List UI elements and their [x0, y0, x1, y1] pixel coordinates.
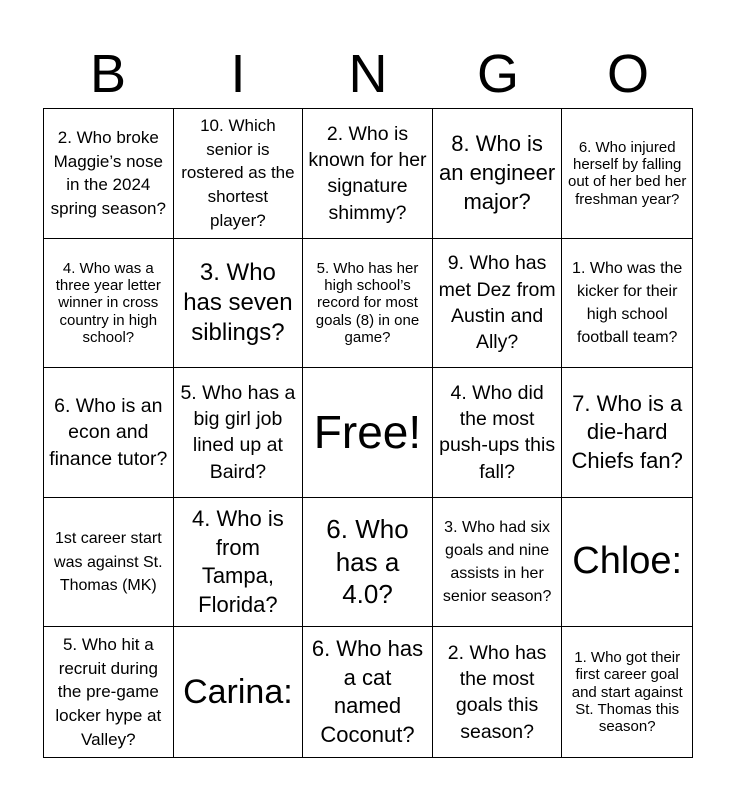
bingo-cell-r2c1: 4. Who was a three year letter winner in cross country in high school?: [44, 239, 174, 369]
bingo-cell-r1c1: 2. Who broke Maggie’s nose in the 2024 spring season?: [44, 109, 174, 239]
bingo-cell-r4c3: 6. Who has a 4.0?: [303, 498, 433, 628]
bingo-cell-chloe: Chloe:: [562, 498, 692, 628]
bingo-header: [43, 40, 693, 108]
header-letter-g: G: [476, 44, 519, 104]
bingo-cell-r1c4: 8. Who is an engineer major?: [433, 109, 563, 239]
bingo-cell-r1c5: 6. Who injured herself by falling out of her bed her freshman year?: [562, 109, 692, 239]
bingo-cell-r2c4: 9. Who has met Dez from Austin and Ally?: [433, 239, 563, 369]
bingo-cell-r3c1: 6. Who is an econ and finance tutor?: [44, 368, 174, 498]
bingo-cell-r5c5: 1. Who got their first career goal and start against St. Thomas this season?: [571, 649, 683, 736]
bingo-cell-r1c2: 10. Which senior is rostered as the shortest player?: [174, 109, 304, 239]
header-letter-o: O: [606, 44, 649, 104]
bingo-cell-r5c4: 2. Who has the most goals this season?: [433, 627, 563, 757]
bingo-cell-r5c1: 5. Who hit a recruit during the pre-game locker hype at Valley?: [44, 627, 174, 757]
header-letter-i: I: [230, 44, 246, 104]
bingo-cell-r4c4: 3. Who had six goals and nine assists in her senior season?: [433, 498, 563, 628]
bingo-cell-r2c2: 3. Who has seven siblings?: [174, 239, 304, 369]
header-letter-b: B: [89, 44, 127, 104]
bingo-board: [43, 108, 693, 758]
bingo-cell-r5c3: 6. Who has a cat named Coconut?: [303, 627, 433, 757]
bingo-cell-r3c4: 4. Who did the most push-ups this fall?: [433, 368, 563, 498]
bingo-cell-r4c2: 4. Who is from Tampa, Florida?: [174, 498, 304, 628]
bingo-cell-r3c5: 7. Who is a die-hard Chiefs fan?: [562, 368, 692, 498]
bingo-cell-r1c3: 2. Who is known for her signature shimmy?: [303, 109, 433, 239]
header-letter-n: N: [348, 44, 388, 104]
bingo-cell-r2c3: 5. Who has her high school’s record for most goals (8) in one game?: [303, 239, 433, 369]
bingo-cell-r3c2: 5. Who has a big girl job lined up at Baird?: [174, 368, 304, 498]
bingo-cell-carina: Carina:: [174, 627, 304, 757]
bingo-cell-r4c1: 1st career start was against St. Thomas (MK): [44, 498, 174, 628]
bingo-cell-free: Free!: [303, 368, 433, 498]
bingo-cell-r2c5: 1. Who was the kicker for their high school football team?: [562, 239, 692, 369]
